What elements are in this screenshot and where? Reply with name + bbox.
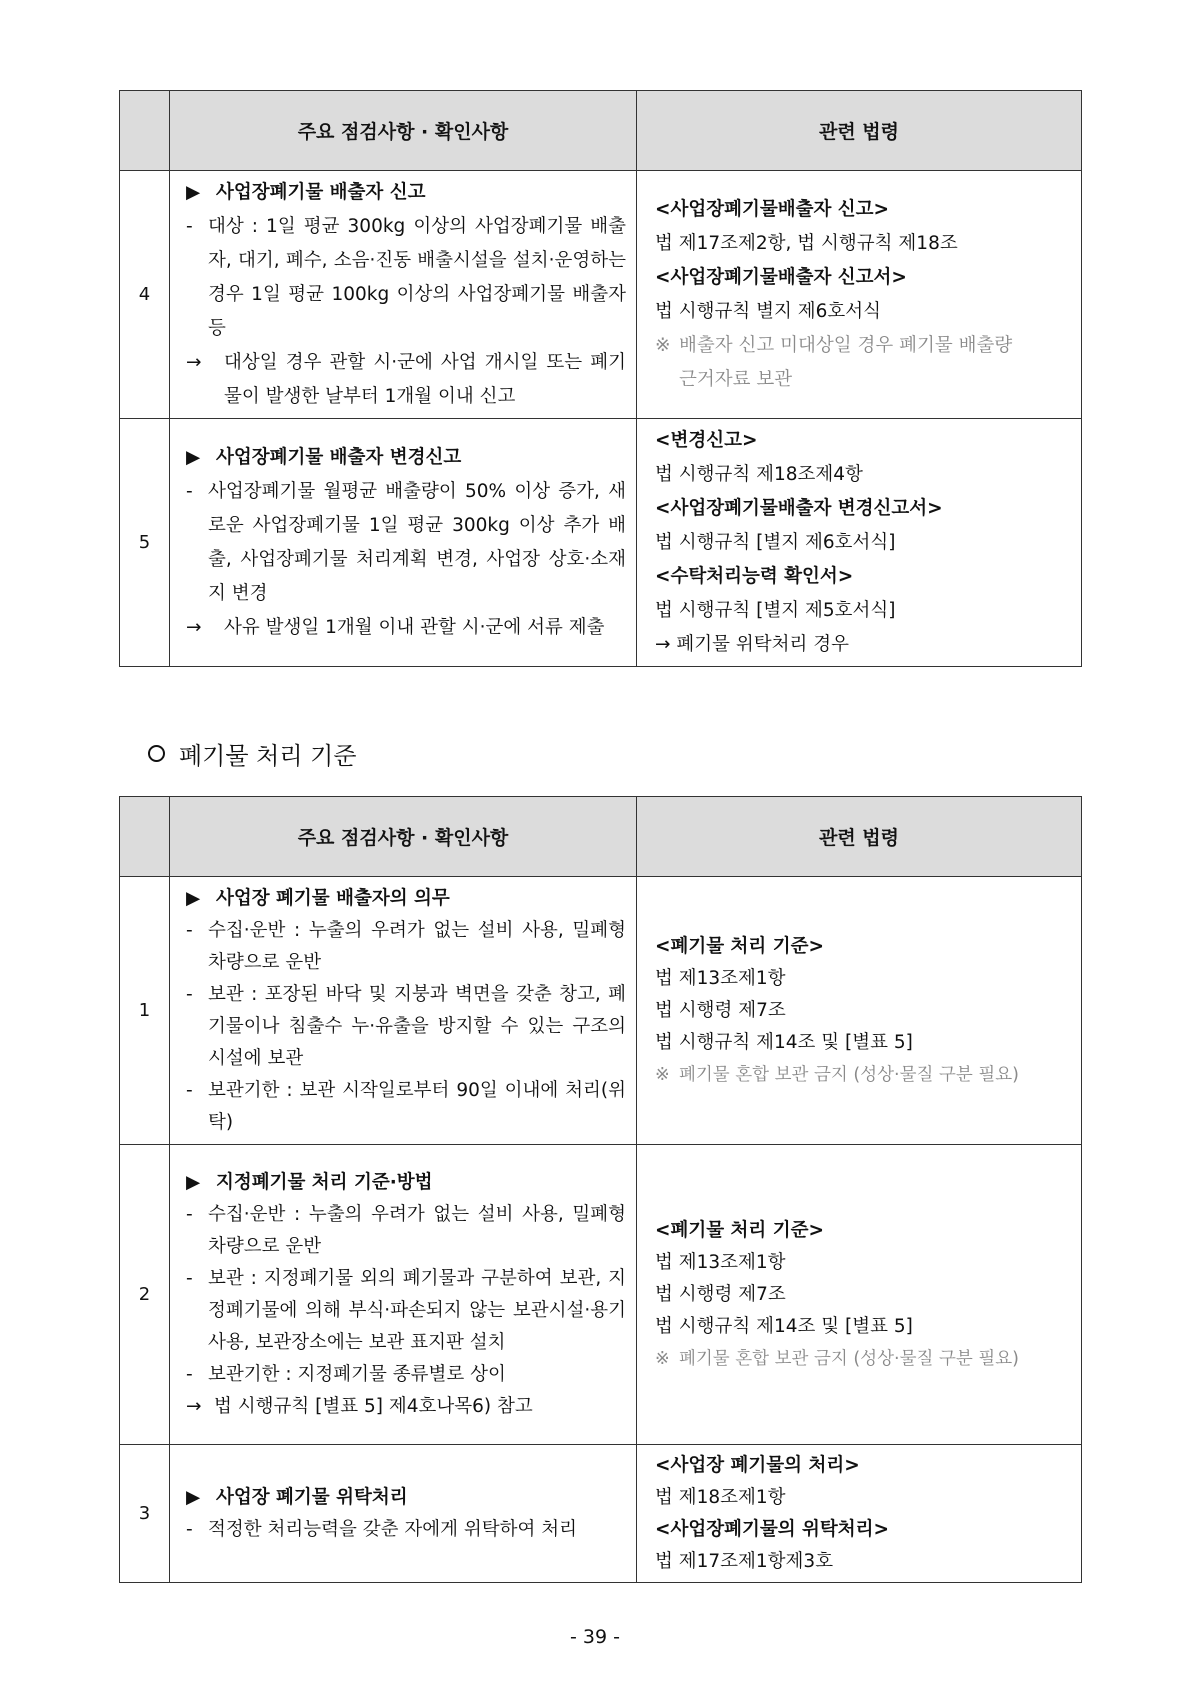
triangle-bullet-icon: ▶ [186, 181, 201, 203]
law-heading: <폐기물 처리 기준> [655, 1219, 824, 1241]
header-no [120, 797, 170, 877]
law-heading: <변경신고> [655, 429, 758, 451]
item-cell [170, 877, 637, 1145]
table-row [120, 1445, 1082, 1583]
law-text: 법 시행규칙 제14조 및 [별표 5] [655, 1315, 913, 1337]
item-cell [170, 1145, 637, 1445]
law-heading: <폐기물 처리 기준> [655, 935, 824, 957]
law-text: 법 제13조제1항 [655, 967, 786, 989]
header-item: 주요 점검사항 · 확인사항 [170, 91, 637, 171]
law-text: 법 제17조제1항제3호 [655, 1550, 834, 1572]
law-text: 법 시행령 제7조 [655, 1283, 786, 1305]
triangle-bullet-icon: ▶ [186, 1171, 201, 1193]
law-heading: <수탁처리능력 확인서> [655, 565, 854, 587]
table-header-row [120, 91, 1082, 171]
item-line: - 수집·운반 : 누출의 우려가 없는 설비 사용, 밀폐형 차량으로 운반 [186, 919, 626, 973]
law-note-cont: 근거자료 보관 [679, 368, 793, 390]
circle-bullet-icon [148, 745, 165, 762]
law-text: → 폐기물 위탁처리 경우 [655, 633, 849, 655]
law-heading: <사업장폐기물배출자 신고> [655, 198, 890, 220]
item-cell [170, 171, 637, 419]
table-waste-standards [119, 796, 1082, 1583]
item-title: ▶ 사업장폐기물 배출자 신고 [186, 176, 626, 210]
law-text: 법 시행규칙 제18조제4항 [655, 463, 863, 485]
table-row [120, 1145, 1082, 1445]
table-waste-report [119, 90, 1082, 667]
item-line: → 법 시행규칙 [별표 5] 제4호나목6) 참고 [186, 1395, 533, 1417]
law-note: ※ 폐기물 혼합 보관 금지 (성상·물질 구분 필요) [655, 1348, 1019, 1369]
table-row [120, 877, 1082, 1145]
law-text: 법 시행규칙 별지 제6호서식 [655, 300, 881, 322]
header-law: 관련 법령 [637, 91, 1082, 171]
table-header-row [120, 797, 1082, 877]
law-text: 법 제17조제2항, 법 시행규칙 제18조 [655, 232, 958, 254]
item-title: ▶ 지정폐기물 처리 기준·방법 [186, 1167, 626, 1199]
law-heading: <사업장 폐기물의 처리> [655, 1454, 860, 1476]
row-number: 2 [120, 1145, 170, 1445]
law-cell [637, 1445, 1082, 1583]
law-heading: <사업장폐기물배출자 신고서> [655, 266, 907, 288]
law-note: ※ 폐기물 혼합 보관 금지 (성상·물질 구분 필요) [655, 1064, 1019, 1085]
law-text: 법 시행규칙 [별지 제6호서식] [655, 531, 896, 553]
item-title: ▶ 사업장 폐기물 배출자의 의무 [186, 883, 626, 915]
law-text: 법 제18조제1항 [655, 1486, 786, 1508]
item-line: - 적정한 처리능력을 갖춘 자에게 위탁하여 처리 [186, 1518, 577, 1540]
item-title: ▶ 사업장 폐기물 위탁처리 [186, 1482, 626, 1514]
law-cell [637, 1145, 1082, 1445]
section-title: 폐기물 처리 기준 [179, 742, 357, 770]
law-cell [637, 419, 1082, 667]
header-no [120, 91, 170, 171]
item-line: - 보관기한 : 보관 시작일로부터 90일 이내에 처리(위탁) [186, 1079, 626, 1133]
item-line: - 보관기한 : 지정폐기물 종류별로 상이 [186, 1363, 506, 1385]
item-cell [170, 419, 637, 667]
row-number: 4 [120, 171, 170, 419]
law-text: 법 제13조제1항 [655, 1251, 786, 1273]
law-text: 법 시행규칙 [별지 제5호서식] [655, 599, 896, 621]
law-text: 법 시행규칙 제14조 및 [별표 5] [655, 1031, 913, 1053]
item-line: - 사업장폐기물 월평균 배출량이 50% 이상 증가, 새로운 사업장폐기물 1일 평균 300kg 이상 추가 배출, 사업장폐기물 처리계획 변경, 사업장 상호·소재지 변경 [186, 480, 626, 604]
item-line: - 대상 : 1일 평균 300kg 이상의 사업장폐기물 배출자, 대기, 폐수, 소음·진동 배출시설을 설치·운영하는 경우 1일 평균 100kg 이상의 사업장폐기물 배출자 등 [186, 215, 626, 339]
table-row [120, 171, 1082, 419]
law-note: ※ 배출자 신고 미대상일 경우 폐기물 배출량 [655, 334, 1013, 356]
section-heading [148, 736, 357, 771]
page-number: - 39 - [570, 1626, 620, 1648]
header-law: 관련 법령 [637, 797, 1082, 877]
law-cell [637, 171, 1082, 419]
row-number: 3 [120, 1445, 170, 1583]
item-cell [170, 1445, 637, 1583]
item-line: - 보관 : 포장된 바닥 및 지붕과 벽면을 갖춘 창고, 폐기물이나 침출수 누·유출을 방지할 수 있는 구조의 시설에 보관 [186, 983, 626, 1069]
row-number: 5 [120, 419, 170, 667]
law-text: 법 시행령 제7조 [655, 999, 786, 1021]
item-line: → 대상일 경우 관할 시·군에 사업 개시일 또는 폐기물이 발생한 날부터 1개월 이내 신고 [186, 351, 626, 407]
item-line: - 수집·운반 : 누출의 우려가 없는 설비 사용, 밀폐형 차량으로 운반 [186, 1203, 626, 1257]
header-item: 주요 점검사항 · 확인사항 [170, 797, 637, 877]
item-line: → 사유 발생일 1개월 이내 관할 시·군에 서류 제출 [186, 616, 605, 638]
table-row [120, 419, 1082, 667]
triangle-bullet-icon: ▶ [186, 446, 201, 468]
law-heading: <사업장폐기물의 위탁처리> [655, 1518, 890, 1540]
triangle-bullet-icon: ▶ [186, 887, 201, 909]
item-line: - 보관 : 지정폐기물 외의 폐기물과 구분하여 보관, 지정폐기물에 의해 부식·파손되지 않는 보관시설·용기 사용, 보관장소에는 보관 표지판 설치 [186, 1267, 626, 1353]
law-cell [637, 877, 1082, 1145]
law-heading: <사업장폐기물배출자 변경신고서> [655, 497, 943, 519]
row-number: 1 [120, 877, 170, 1145]
item-title: ▶ 사업장폐기물 배출자 변경신고 [186, 441, 626, 475]
triangle-bullet-icon: ▶ [186, 1486, 201, 1508]
